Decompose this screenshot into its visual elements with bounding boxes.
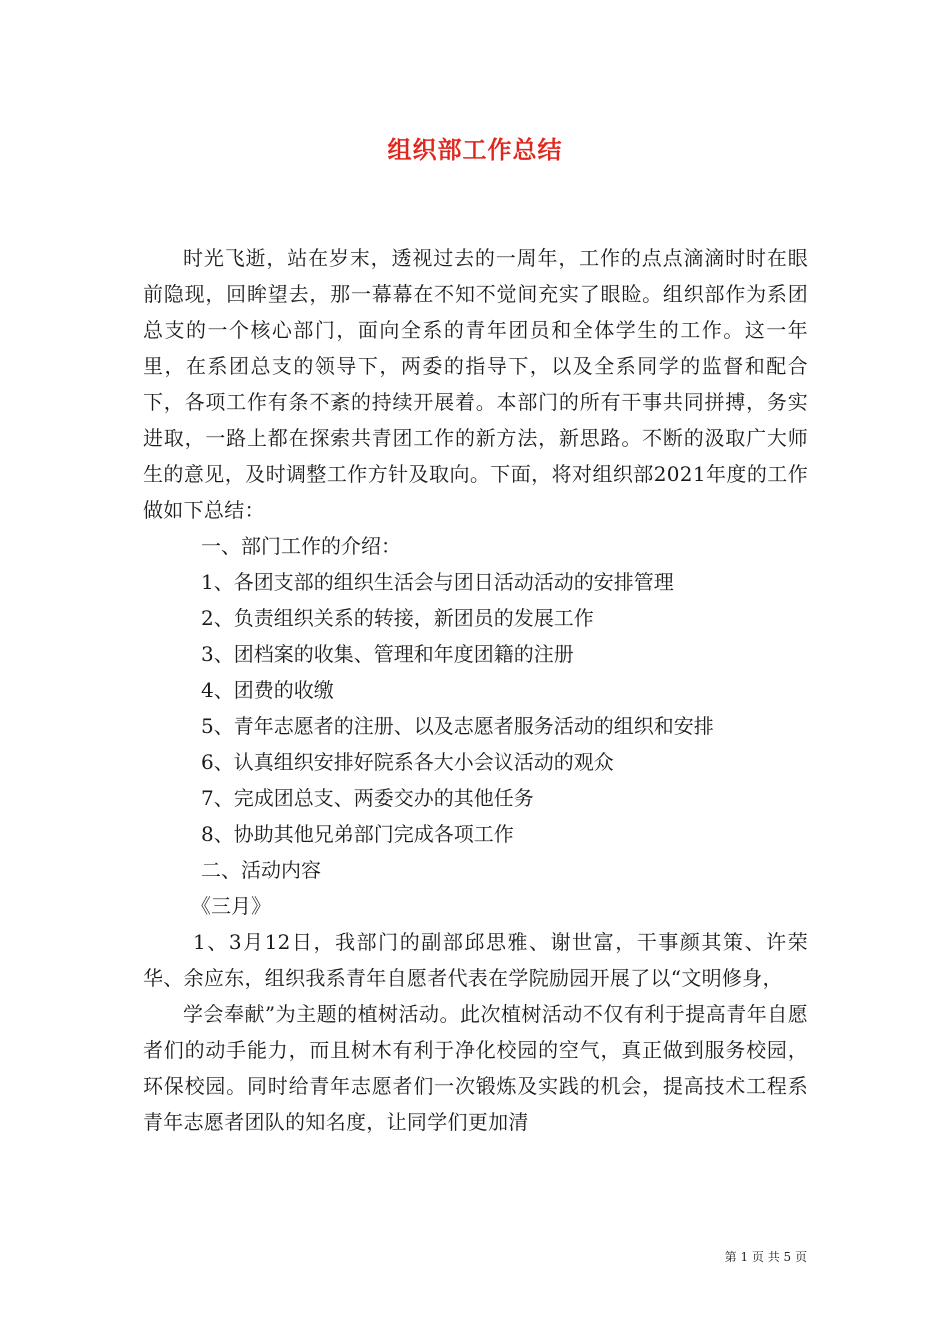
activity-paragraph: 1、3月12日，我部门的副部邱思雅、谢世富，干事颜其策、许荣华、余应东，组织我系青年自愿者代表在学院励园开展了以“文明修身，	[143, 930, 808, 990]
section-heading-2: 二、活动内容	[201, 858, 321, 882]
intro-paragraph: 时光飞逝，站在岁末，透视过去的一周年，工作的点点滴滴时时在眼前隐现，回眸望去，那一幕幕在不知不觉间充实了眼睑。组织部作为系团总支的一个核心部门，面向全系的青年团员和全体学生的工作。这一年里，在系团总支的领导下，两委的指导下，以及全系同学的监督和配合下，各项工作有条不紊的持续开展着。本部门的所有干事共同拼搏，务实进取，一路上都在探索共青团工作的新方法，新思路。不断的汲取广大师生的意见，及时调整工作方针及取向。下面，将对组织部2021年度的工作做如下总结：	[143, 246, 808, 522]
list-item: 7、完成团总支、两委交办的其他任务	[201, 786, 534, 810]
list-item: 2、负责组织关系的转接，新团员的发展工作	[201, 606, 594, 630]
section-heading-1: 一、部门工作的介绍：	[201, 534, 401, 558]
list-item: 1、各团支部的组织生活会与团日活动活动的安排管理	[201, 570, 674, 594]
page-title: 组织部工作总结	[387, 135, 563, 164]
list-item: 5、青年志愿者的注册、以及志愿者服务活动的组织和安排	[201, 714, 714, 738]
list-item: 4、团费的收缴	[201, 678, 334, 702]
activity-paragraph-continued: 学会奉献”为主题的植树活动。此次植树活动不仅有利于提高青年自愿者们的动手能力，而且树木有利于净化校园的空气，真正做到服务校园，环保校园。同时给青年志愿者们一次锻炼及实践的机会，提高技术工程系青年志愿者团队的知名度，让同学们更加清	[143, 1002, 808, 1134]
list-item: 3、团档案的收集、管理和年度团籍的注册	[201, 642, 574, 666]
page-number: 第 1 页 共 5 页	[724, 1250, 807, 1264]
document-body	[143, 240, 808, 1140]
list-item: 8、协助其他兄弟部门完成各项工作	[201, 822, 514, 846]
month-label: 《三月》	[191, 894, 271, 918]
list-item: 6、认真组织安排好院系各大小会议活动的观众	[201, 750, 614, 774]
